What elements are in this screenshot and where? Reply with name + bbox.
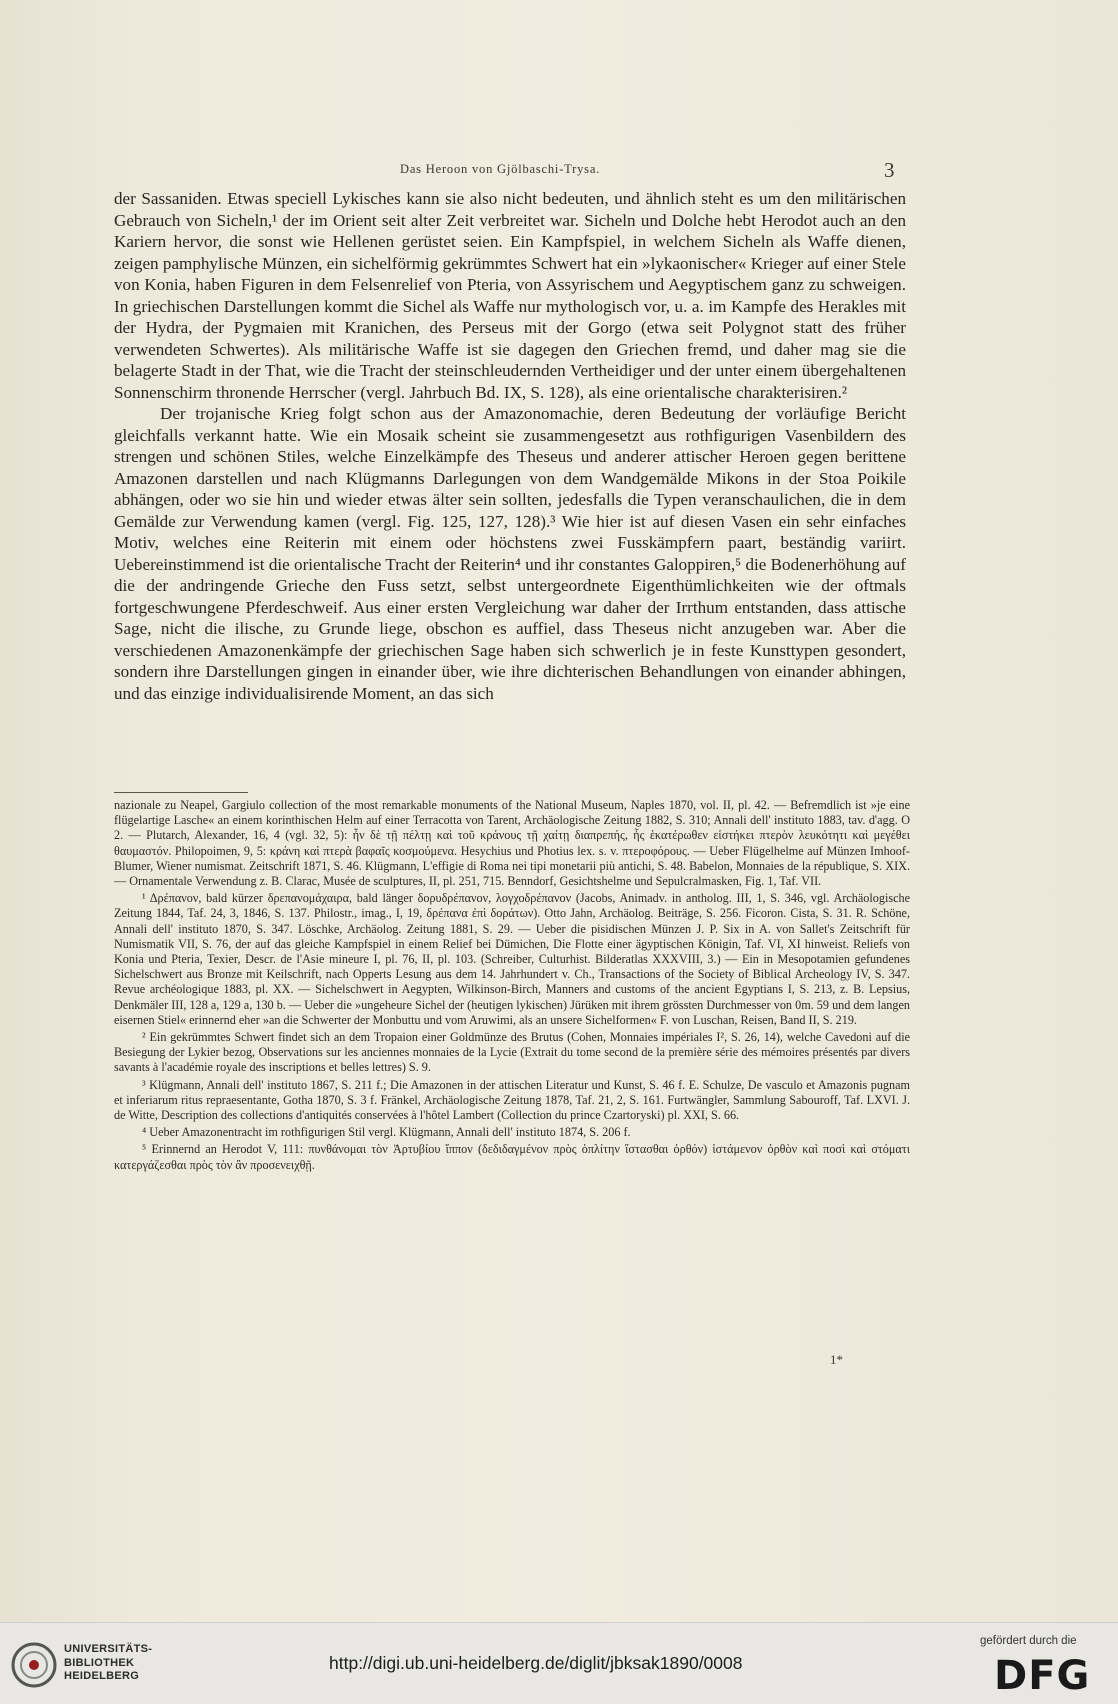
body-text [114,188,906,704]
funding-caption: gefördert durch die [980,1635,1077,1647]
footnote-separator [114,792,248,793]
footnote: nazionale zu Neapel, Gargiulo collection of the most remarkable monuments of the National Museum, Naples 1870, vol. II, pl. 42. — Befremdlich ist »je eine flügelartige Lasche« an einem korinthischen Helm auf einer Terracotta von Tarent, Archäologische Zeitung 1882, S. 310; Annali dell' instituto 1883, tav. d'agg. O 2. — Plutarch, Alexander, 16, 4 (vgl. 32, 5): ἦν δὲ τῇ πέλτῃ καὶ τοῦ κράνους τῇ χαίτῃ διαπρεπής, ἧς ἑκατέρωθεν εἱστήκει πτερὸν λευκότητι καὶ μεγέθει θαυμαστόν. Philopoimen, 9, 5: κράνη καὶ πτερὰ βαφαῖς κοσμούμενα. Hesychius und Photius lex. s. v. πτεροφόρους. — Ueber Flügelhelme auf Münzen Imhoof-Blumer, Wiener numismat. Zeitschrift 1871, S. 46. Klügmann, L'effigie di Roma nei tipi monetarii più antichi, S. 48. Babelon, Monnaies de la république, S. XIX. — Ornamentale Verwendung z. B. Clarac, Musée de sculptures, II, pl. 251, 715. Benndorf, Gesichtshelme und Sepulcralmasken, Fig. 1, Taf. VII. [114,798,910,889]
library-name[interactable] [64,1643,152,1684]
footnotes [114,798,910,1175]
library-name-line: HEIDELBERG [64,1670,140,1682]
dfg-logo[interactable]: DFG [994,1653,1091,1699]
page-number: 3 [884,158,895,182]
signature-mark: 1* [830,1352,843,1367]
footnote: ² Ein gekrümmtes Schwert findet sich an dem Tropaion einer Goldmünze des Brutus (Cohen, Monnaies impériales I², S. 26, 14), welche Cavedoni auf die Besiegung der Lykier bezog, Observations sur les anciennes monnaies de la Lycie (Extrait du tome second de la première série des mémoires présentés par divers savants à l'académie royale des inscriptions et belles lettres) S. 9. [114,1030,910,1075]
footnote: ³ Klügmann, Annali dell' instituto 1867, S. 211 f.; Die Amazonen in der attischen Literatur und Kunst, S. 46 f. E. Schulze, De vasculo et Amazonis pugnam et inferiarum ritus repraesentante, Gotha 1870, S. 3 f. Fränkel, Archäologische Zeitung 1878, Taf. 21, 2, S. 161. Furtwängler, Sammlung Sabouroff, Taf. LXVI. J. de Witte, Description des collections d'antiquités conservées à l'hôtel Lambert (Collection du prince Czartoryski) pl. XXI, S. 66. [114,1077,910,1123]
footnote: ⁴ Ueber Amazonentracht im rothfigurigen Stil vergl. Klügmann, Annali dell' instituto 1874, S. 206 f. [142,1125,631,1140]
library-name-line: UNIVERSITÄTS- [64,1643,153,1655]
footnote: ⁵ Erinnernd an Herodot V, 111: πυνθάνομαι τὸν Ἀρτυβίου ἵππον (δεδιδαγμένον πρὸς ὁπλίτην ἵστασθαι ὀρθόν) ἱστάμενον ὀρθὸν καὶ ποσὶ καὶ στόματι κατεργάζεσθαι πρὸς τὸν ἂν προσενειχθῇ. [114,1142,910,1172]
permalink[interactable]: http://digi.ub.uni-heidelberg.de/diglit/jbksak1890/0008 [329,1653,743,1673]
body-paragraph: Der trojanische Krieg folgt schon aus der Amazonomachie, deren Bedeutung der vorläufige Bericht gleichfalls verkannt hatte. Wie ein Mosaik scheint sie zusammengesetzt aus rothfigurigen Vasenbildern des strengen und schönen Stiles, welche Einzelkämpfe des Theseus und anderer attischer Heroen gegen berittene Amazonen darstellen und nach Klügmanns Darlegungen von dem Wandgemälde Mikons in der Stoa Poikile abhängen, oder wo sie hin und wieder etwas älter sein sollten, jedesfalls die Typen veranschaulichen, die in dem Gemälde zur Verwendung kamen (vergl. Fig. 125, 127, 128).³ Wie hier ist auf diesen Vasen ein sehr einfaches Motiv, welches eine Reiterin mit einem oder höchstens zwei Fusskämpfern paart, beständig variirt. Uebereinstimmend ist die orientalische Tracht der Reiterin⁴ und ihr constantes Galoppiren,⁵ die Bodenerhöhung auf die der andringende Grieche den Fuss setzt, selbst untergeordnete Eigenthümlichkeiten wie der oftmals fortgeschwungene Pferdeschweif. Aus einer ersten Vergleichung war daher der Irrthum entstanden, dass attische Sage, nicht die ilische, zu Grunde liege, obschon es auffiel, dass Theseus nicht anzugeben war. Aber die verschiedenen Amazonenkämpfe der griechischen Sage haben sich schwerlich je in feste Kunsttypen gesondert, sondern ihre Darstellungen gingen in einander über, wie ihre dichterischen Behandlungen von einander abhingen, und das einzige individualisirende Moment, an das sich [114,404,906,703]
university-seal-icon [10,1641,58,1689]
library-name-line: BIBLIOTHEK [64,1656,135,1669]
running-title: Das Heroon von Gjölbaschi-Trysa. [400,162,601,176]
body-paragraph: der Sassaniden. Etwas speciell Lykisches kann sie also nicht bedeuten, und ähnlich steht es um den militärischen Gebrauch von Sicheln,¹ der im Orient seit alter Zeit verbreitet war. Sicheln und Dolche hebt Herodot auch an den Kariern hervor, die sonst wie Hellenen gerüstet seien. Ein Kampfspiel, in welchem Sicheln als Waffe dienen, zeigen pamphylische Münzen, ein sichelförmig gekrümmtes Schwert hat ein »lykaonischer« Krieger auf einer Stele von Konia, haben Figuren in dem Felsenrelief von Pteria, von Assyrischem und Aegyptischem ganz zu schweigen. In griechischen Darstellungen kommt die Sichel als Waffe nur mythologisch vor, u. a. im Kampfe des Herakles mit der Hydra, der Pygmaien mit Kranichen, des Perseus mit der Gorgo (etwa seit Polygnot statt des früher verwendeten Schwertes). Als militärische Waffe ist sie dagegen den Griechen fremd, und daher mag sie die belagerte Stadt in der That, wie die Tracht der steinschleudernden Vertheidiger und der unter einem übergehaltenen Sonnenschirm thronende Herrscher (vergl. Jahrbuch Bd. IX, S. 128), als eine orientalische charakterisiren.² [114,189,906,402]
footnote: ¹ Δρέπανον, bald kürzer δρεπανομάχαιρα, bald länger δορυδρέπανον, λογχοδρέπανον (Jacobs, Animadv. in antholog. III, 1, S. 346, vgl. Archäologische Zeitung 1844, Taf. 24, 3, 1846, S. 137. Philostr., imag., I, 19, δρέπανα ἐπὶ δοράτων). Otto Jahn, Archäolog. Beiträge, S. 256. Ficoron. Cista, S. 31. R. Schöne, Annali dell' instituto 1870, S. 347. Löschke, Archäolog. Zeitung 1881, S. 29. — Ueber die pisidischen Münzen J. P. Six in A. von Sallet's Zeitschrift für Numismatik VII, S. 76, der auf das gleiche Kampfspiel in einem Relief bei Dümichen, Die Flotte einer ägyptischen Königin, Taf. VI, XI hinweist. Reliefs von Konia und Pteria, Texier, Descr. de l'Asie mineure I, pl. 76, II, pl. 103. (Schreiber, Culturhist. Bilderatlas XXXVIII, 3.) — Ein in Mesopotamien gefundenes Sichelschwert aus Bronze mit Keilschrift, nach Opperts Lesung aus dem 14. Jahrhundert v. Ch., Transactions of the Society of Biblical Archeology IV, S. 347. Revue archéologique 1883, pl. XX. — Sichelschwert in Aegypten, Wilkinson-Birch, Manners and customs of the ancient Egyptians I, S. 213, z. B. Lepsius, Denkmäler III, 128 a, 129 a, 130 b. — Ueber die »ungeheure Sichel der (heutigen lykischen) Jürüken mit ihrem grössten Durchmesser von 0m. 59 und dem langen eisernen Stiel« erinnernd eher »an die Schwerter der Monbuttu und vom Aruwimi, als an unsere Sichelformen« F. von Luschan, Reisen, Band II, S. 219. [114,891,910,1027]
viewer-footer [0,1622,1118,1704]
